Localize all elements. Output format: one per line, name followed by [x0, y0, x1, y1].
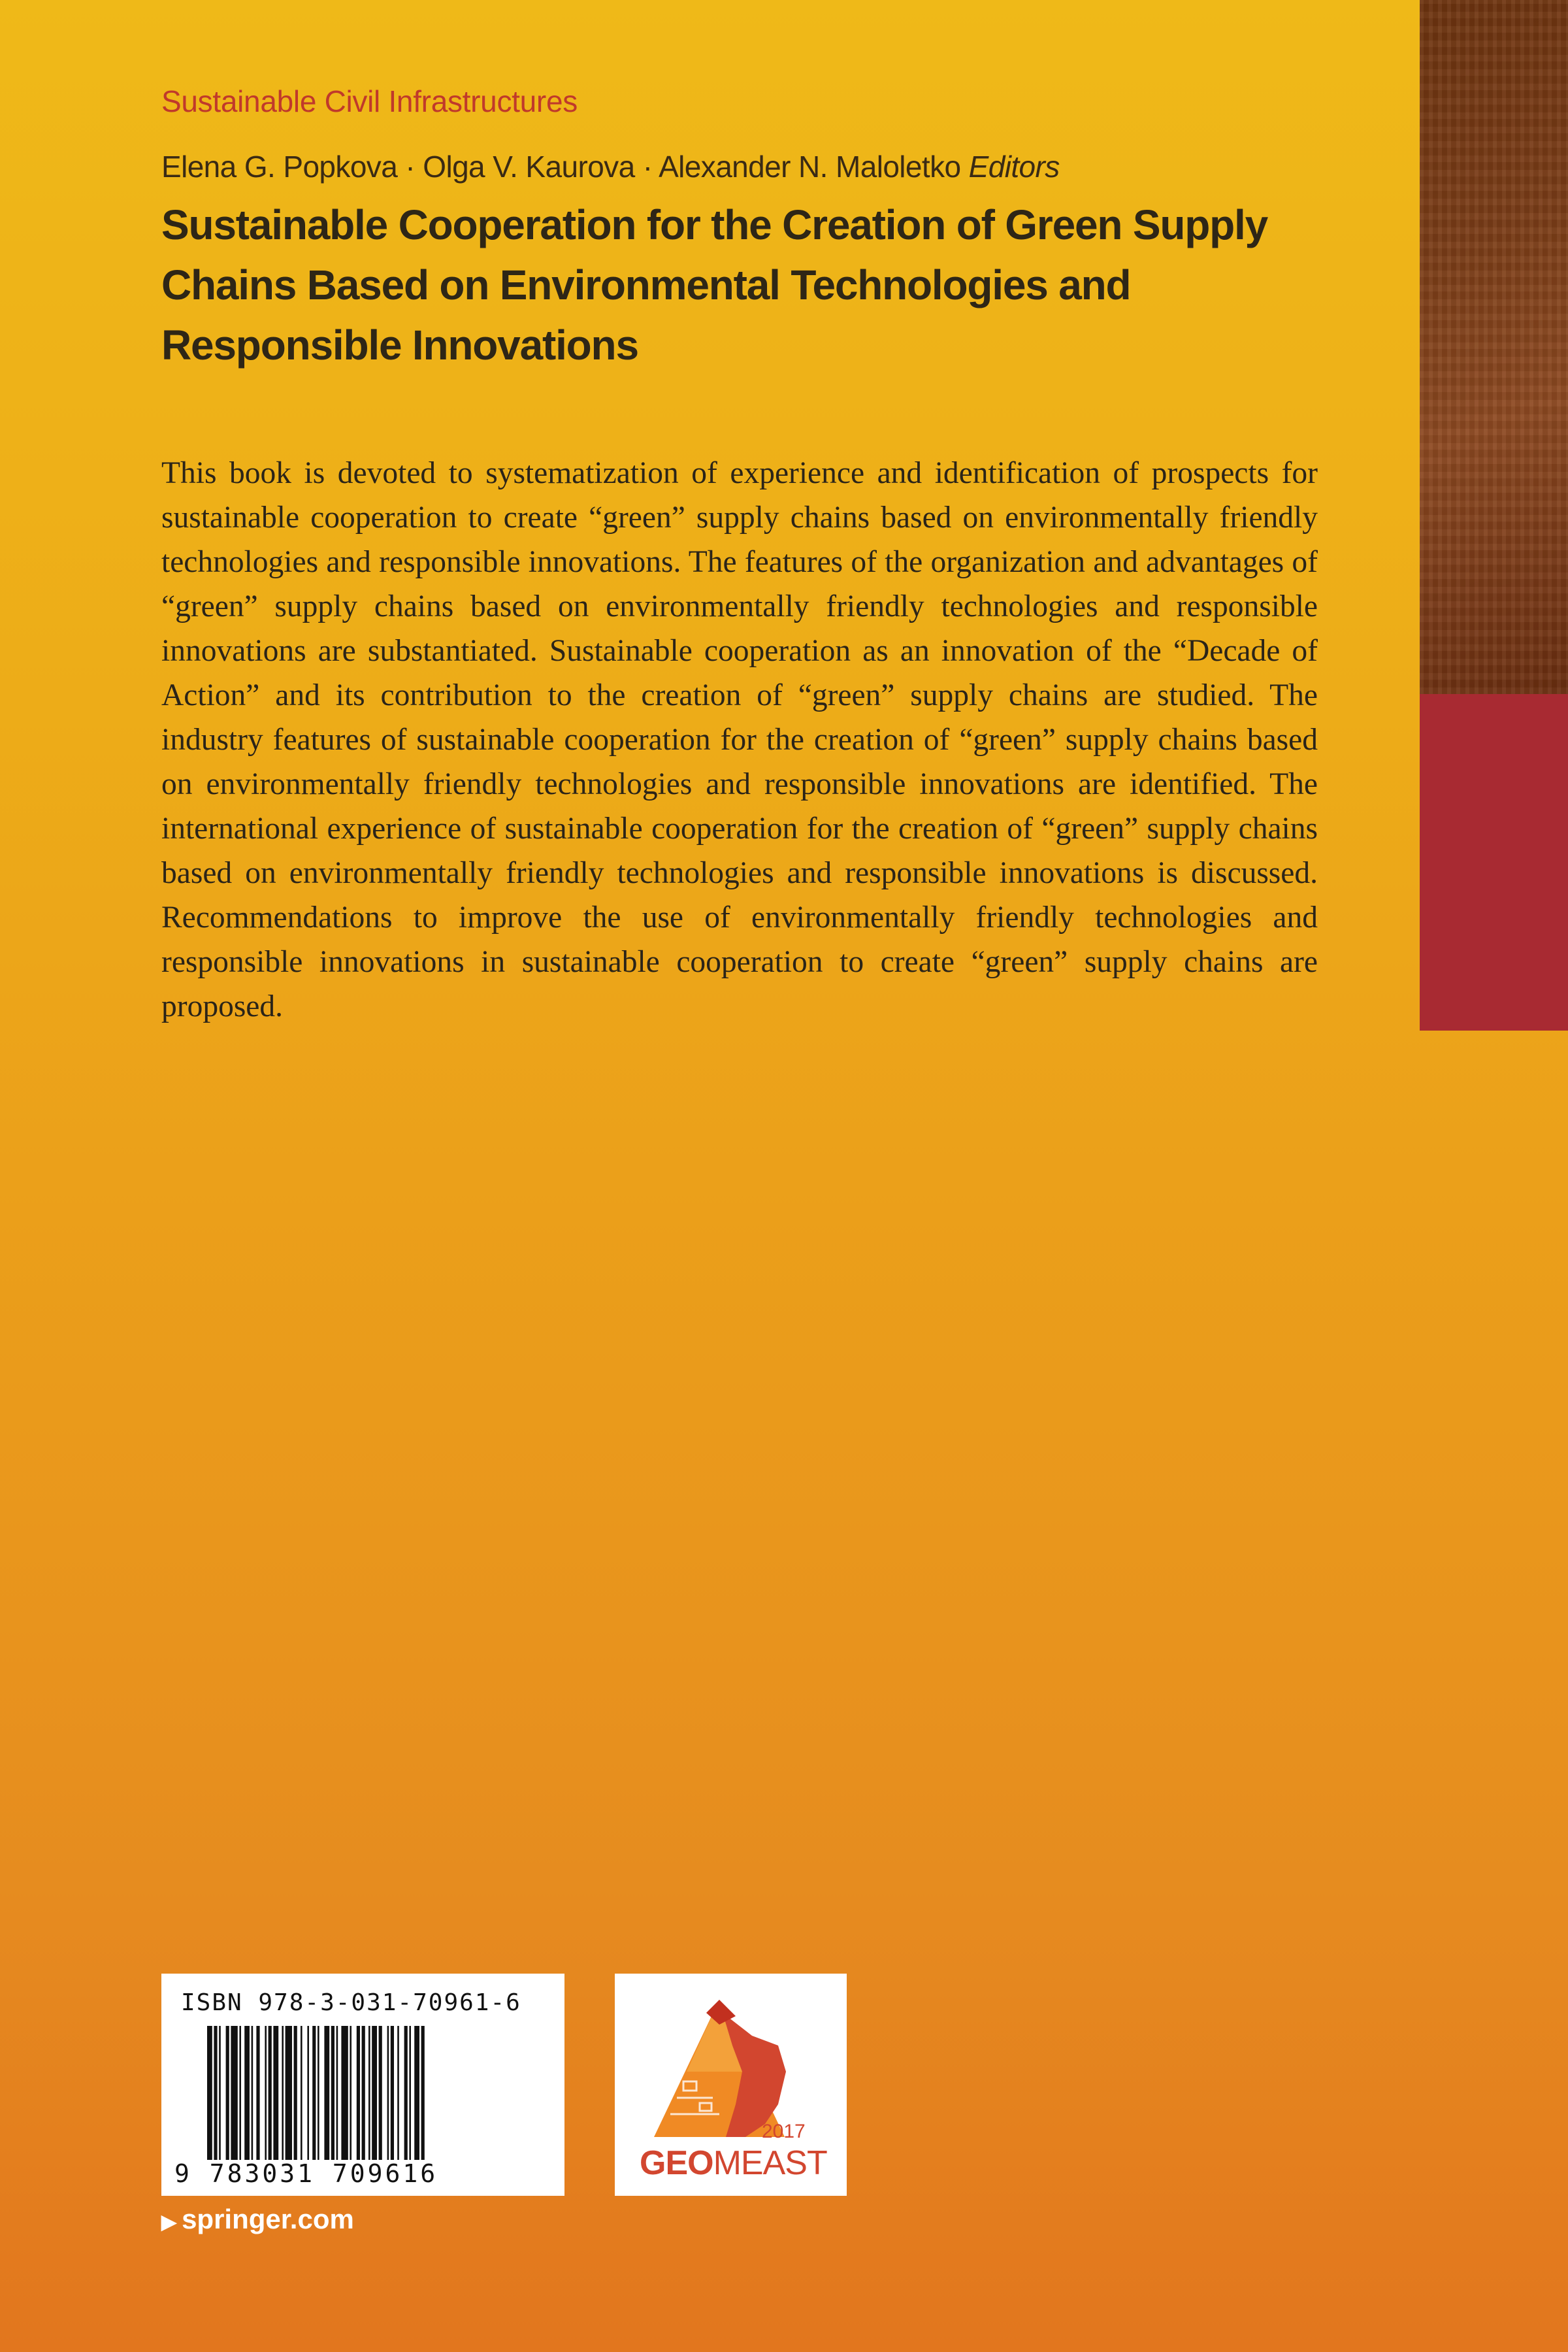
spine-photo: [1420, 0, 1568, 694]
play-arrow-icon: ▶: [161, 2211, 177, 2233]
editor-names: Elena G. Popkova · Olga V. Kaurova · Alexander N. Maloletko: [161, 150, 961, 184]
publisher-url: springer.com: [182, 2204, 354, 2234]
conference-logo: [615, 1974, 847, 2196]
logo-meast: MEAST: [713, 2144, 827, 2182]
publisher-link[interactable]: [161, 2204, 354, 2235]
isbn-barcode-box: [161, 1974, 564, 2196]
spine-color-band: [1420, 694, 1568, 1031]
isbn-digits: 9 783031 709616: [174, 2159, 438, 2188]
logo-year: 2017: [762, 2121, 806, 2142]
editors-role: Editors: [968, 150, 1060, 184]
barcode-icon: [207, 2026, 521, 2160]
book-title: Sustainable Cooperation for the Creation of Green Supply Chains Based on Environmental Technologies and Responsible Innovations: [161, 201, 1267, 369]
logo-geo: GEO: [640, 2144, 713, 2182]
book-description: This book is devoted to systematization of experience and identification of prospects for sustainable cooperation to create “green” supply chains based on environmentally friendly technologies and responsible innovations. The features of the organization and advantages of “green” supply chains based on environmentally friendly technologies and responsible innovations are substantiated. Sustainable cooperation as an innovation of the “Decade of Action” and its contribution to the creation of “green” supply chains are studied. The industry features of sustainable cooperation for the creation of “green” supply chains based on environmentally friendly technologies and responsible innovations are identified. The international experience of sustainable cooperation for the creation of “green” supply chains based on environmentally friendly technologies and responsible innovations is discussed. Recommendations to improve the use of environmentally friendly technologies and responsible innovations in sustainable cooperation to create “green” supply chains are proposed.: [161, 456, 1318, 1023]
editors-line: [161, 149, 1060, 184]
series-name: Sustainable Civil Infrastructures: [161, 84, 578, 118]
isbn-label: ISBN 978-3-031-70961-6: [181, 1989, 521, 2016]
logo-wordmark: [640, 2144, 827, 2183]
